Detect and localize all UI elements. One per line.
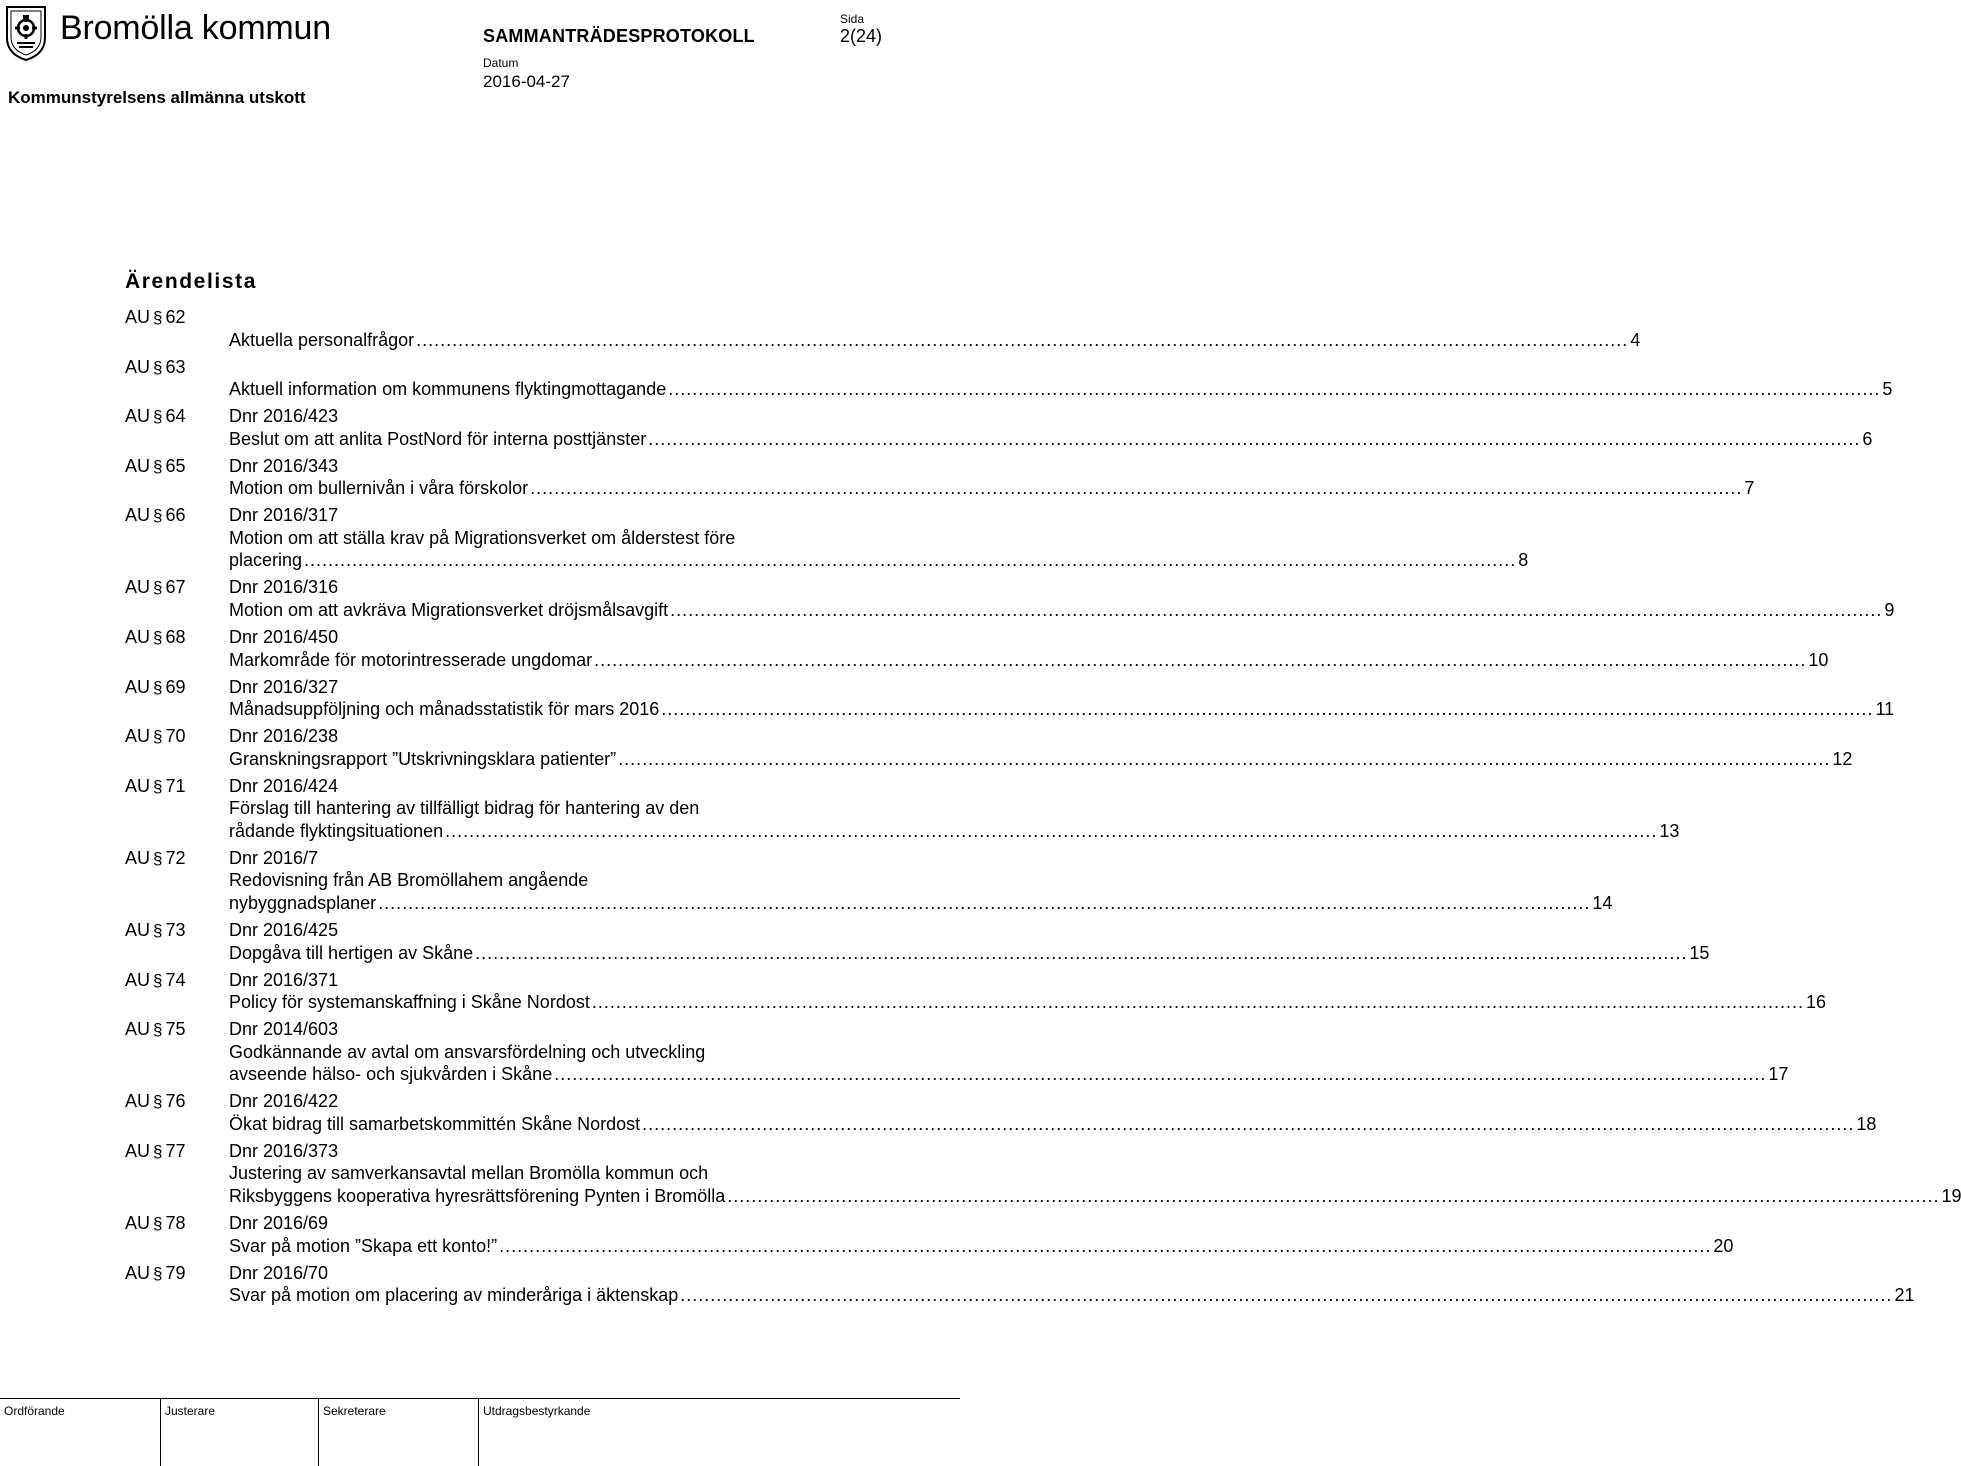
agenda-item-title: Riksbyggens kooperativa hyresrättsförening Pynten i Bromölla — [229, 1185, 726, 1206]
agenda-item-title: Svar på motion om placering av minderåriga i äktenskap — [229, 1285, 679, 1306]
dot-leader — [416, 329, 1628, 352]
agenda-item — [125, 626, 1829, 671]
agenda-item-dnr: Dnr 2016/238 — [229, 726, 339, 747]
agenda-item-page: 13 — [1659, 820, 1680, 841]
agenda-item-title-row — [229, 1284, 1914, 1307]
agenda-item-body — [229, 1212, 1733, 1257]
agenda-item-page: 8 — [1518, 550, 1529, 571]
agenda-item-title-row — [229, 991, 1826, 1014]
agenda-item-body — [229, 1262, 1914, 1307]
agenda-item — [125, 504, 1529, 572]
agenda-item-dnr: Dnr 2016/316 — [229, 577, 339, 598]
agenda-item-ref: AU § 79 — [125, 1262, 186, 1283]
committee-name: Kommunstyrelsens allmänna utskott — [8, 88, 306, 107]
agenda-item-title-row — [229, 1235, 1733, 1258]
agenda-item-dnr: Dnr 2014/603 — [229, 1019, 339, 1040]
agenda-item-body — [229, 356, 1892, 401]
agenda-item-page: 12 — [1832, 748, 1853, 769]
agenda-item-title: Svar på motion ”Skapa ett konto!” — [229, 1235, 498, 1256]
agenda-item-dnr: Dnr 2016/70 — [229, 1262, 329, 1283]
agenda-item-ref: AU § 76 — [125, 1091, 186, 1112]
agenda-item-body — [229, 775, 1679, 843]
agenda-item-body — [229, 919, 1709, 964]
agenda-item-ref: AU § 63 — [125, 356, 186, 377]
signature-footer — [0, 1398, 960, 1466]
agenda-item-title-line: Förslag till hantering av tillfälligt bidrag för hantering av den — [229, 798, 700, 819]
agenda-item-title-row — [229, 428, 1872, 451]
agenda-item-dnr: Dnr 2016/422 — [229, 1091, 339, 1112]
agenda-item-ref: AU § 68 — [125, 627, 186, 648]
agenda-item-title-row — [229, 329, 1640, 352]
agenda-list — [125, 306, 1961, 1311]
agenda-item-page: 15 — [1689, 942, 1710, 963]
agenda-item-title-line: Godkännande av avtal om ansvarsfördelning och utveckling — [229, 1041, 706, 1062]
agenda-item-title: rådande flyktingsituationen — [229, 820, 444, 841]
agenda-item-title-row — [229, 1113, 1876, 1136]
agenda-item — [125, 306, 1641, 351]
dot-leader — [594, 649, 1806, 672]
agenda-item-body — [229, 576, 1894, 621]
agenda-item — [125, 1090, 1877, 1135]
agenda-item-title-row — [229, 748, 1852, 771]
agenda-item-title: Beslut om att anlita PostNord för interna posttjänster — [229, 428, 647, 449]
agenda-item-body — [229, 676, 1894, 721]
agenda-item — [125, 919, 1710, 964]
agenda-item-dnr: Dnr 2016/327 — [229, 676, 339, 697]
agenda-item-title-row — [229, 892, 1612, 915]
agenda-item-page: 14 — [1592, 892, 1613, 913]
agenda-item-page: 10 — [1808, 649, 1829, 670]
agenda-item-ref: AU § 65 — [125, 455, 186, 476]
agenda-item — [125, 1140, 1961, 1208]
dot-leader — [475, 942, 1687, 965]
agenda-item-page: 18 — [1856, 1113, 1877, 1134]
agenda-item — [125, 775, 1680, 843]
agenda-item-body — [229, 455, 1754, 500]
municipality-crest-icon — [4, 4, 48, 67]
agenda-item-body — [229, 1140, 1961, 1208]
date-label: Datum — [483, 56, 519, 70]
agenda-item-page: 6 — [1862, 428, 1873, 449]
agenda-item-title-row — [229, 649, 1828, 672]
agenda-item-title-row — [229, 1185, 1961, 1208]
agenda-item-ref: AU § 72 — [125, 847, 186, 868]
agenda-item-body — [229, 1090, 1876, 1135]
dot-leader — [445, 820, 1657, 843]
brand-name: Bromölla kommun — [60, 9, 331, 47]
agenda-item-title-row — [229, 477, 1754, 500]
agenda-item-body — [229, 847, 1612, 915]
agenda-item-page: 21 — [1894, 1285, 1915, 1306]
agenda-item-title: Granskningsrapport ”Utskrivningsklara patienter” — [229, 748, 617, 769]
agenda-item-title: placering — [229, 550, 303, 571]
agenda-item-body — [229, 1018, 1788, 1086]
agenda-item-title-row — [229, 820, 1679, 843]
agenda-item-page: 7 — [1744, 478, 1755, 499]
agenda-item-title-line: Redovisning från AB Bromöllahem angående — [229, 870, 589, 891]
agenda-item-ref: AU § 74 — [125, 969, 186, 990]
agenda-item-body — [229, 306, 1640, 351]
agenda-item-ref: AU § 71 — [125, 775, 186, 796]
dot-leader — [727, 1185, 1939, 1208]
footer-chair-label: Ordförande — [4, 1404, 65, 1418]
agenda-item-title-line: Motion om att ställa krav på Migrationsverket om ålderstest före — [229, 527, 736, 548]
footer-chair-cell — [0, 1399, 161, 1466]
agenda-item-dnr: Dnr 2016/423 — [229, 406, 339, 427]
dot-leader — [668, 378, 1880, 401]
agenda-item — [125, 847, 1613, 915]
agenda-item-body — [229, 504, 1528, 572]
dot-leader — [378, 892, 1590, 915]
page-label: Sida — [840, 12, 865, 26]
agenda-item — [125, 676, 1895, 721]
page-title: Ärendelista — [125, 270, 257, 293]
agenda-item-ref: AU § 69 — [125, 676, 186, 697]
dot-leader — [554, 1063, 1766, 1086]
agenda-item-page: 17 — [1768, 1064, 1789, 1085]
agenda-item-ref: AU § 78 — [125, 1213, 186, 1233]
agenda-item-ref: AU § 73 — [125, 920, 186, 941]
agenda-item-dnr: Dnr 2016/424 — [229, 775, 339, 796]
agenda-item-ref: AU § 66 — [125, 505, 186, 526]
dot-leader — [530, 477, 1742, 500]
agenda-item-title: Markområde för motorintresserade ungdomar — [229, 649, 593, 670]
agenda-item — [125, 1212, 1734, 1257]
agenda-item-page: 19 — [1941, 1185, 1961, 1206]
footer-certification-label: Utdragsbestyrkande — [483, 1404, 591, 1418]
document-title: SAMMANTRÄDESPROTOKOLL — [483, 26, 755, 46]
agenda-item-ref: AU § 70 — [125, 726, 186, 747]
agenda-item-dnr: Dnr 2016/7 — [229, 847, 319, 868]
dot-leader — [499, 1235, 1711, 1258]
agenda-item — [125, 969, 1827, 1014]
page-number: 2(24) — [840, 26, 883, 46]
dot-leader — [304, 549, 1516, 572]
agenda-item-body — [229, 626, 1828, 671]
agenda-item-title-row — [229, 942, 1709, 965]
agenda-item-ref: AU § 62 — [125, 307, 186, 327]
footer-adjuster-cell — [161, 1399, 319, 1466]
agenda-item — [125, 1018, 1789, 1086]
footer-certification-cell — [479, 1399, 960, 1466]
agenda-item-ref: AU § 75 — [125, 1019, 186, 1040]
agenda-item-page: 5 — [1882, 379, 1893, 400]
footer-secretary-cell — [319, 1399, 479, 1466]
footer-adjuster-label: Justerare — [165, 1404, 216, 1418]
agenda-item-title: Aktuell information om kommunens flyktingmottagande — [229, 379, 667, 400]
agenda-item-title: Motion om bullernivån i våra förskolor — [229, 478, 529, 499]
date-value: 2016-04-27 — [483, 72, 570, 91]
agenda-item-title-row — [229, 1063, 1788, 1086]
agenda-item-page: 16 — [1806, 992, 1827, 1013]
agenda-item — [125, 405, 1873, 450]
agenda-item-title-row — [229, 549, 1528, 572]
agenda-item-body — [229, 969, 1826, 1014]
agenda-item-title-row — [229, 698, 1894, 721]
agenda-item — [125, 1262, 1915, 1307]
agenda-item-dnr: Dnr 2016/450 — [229, 627, 339, 648]
agenda-item-title-row — [229, 378, 1892, 401]
dot-leader — [661, 698, 1873, 721]
agenda-item-title: Motion om att avkräva Migrationsverket dröjsmålsavgift — [229, 599, 669, 620]
agenda-item-page: 9 — [1884, 599, 1895, 620]
agenda-item-body — [229, 405, 1872, 450]
agenda-item-dnr: Dnr 2016/425 — [229, 920, 339, 941]
agenda-item-title: Dopgåva till hertigen av Skåne — [229, 942, 474, 963]
agenda-item-dnr: Dnr 2016/373 — [229, 1140, 339, 1161]
agenda-item — [125, 356, 1893, 401]
agenda-item-ref: AU § 77 — [125, 1140, 186, 1161]
agenda-item-dnr: Dnr 2016/69 — [229, 1213, 329, 1233]
agenda-item — [125, 725, 1853, 770]
agenda-item-body — [229, 725, 1852, 770]
agenda-item-title: Månadsuppföljning och månadsstatistik för mars 2016 — [229, 699, 660, 720]
dot-leader — [642, 1113, 1854, 1136]
agenda-item-page: 20 — [1713, 1235, 1734, 1256]
agenda-item — [125, 455, 1755, 500]
agenda-item-dnr: Dnr 2016/371 — [229, 969, 339, 990]
dot-leader — [618, 748, 1830, 771]
agenda-item-title: Aktuella personalfrågor — [229, 329, 415, 350]
agenda-item-page: 11 — [1875, 699, 1895, 720]
dot-leader — [592, 991, 1804, 1014]
dot-leader — [670, 599, 1882, 622]
agenda-item-ref: AU § 67 — [125, 577, 186, 598]
agenda-item-title: Policy för systemanskaffning i Skåne Nordost — [229, 992, 590, 1013]
agenda-item-title-line: Justering av samverkansavtal mellan Bromölla kommun och — [229, 1163, 709, 1184]
agenda-item-title: nybyggnadsplaner — [229, 892, 377, 913]
agenda-item-dnr: Dnr 2016/317 — [229, 505, 339, 526]
agenda-item — [125, 576, 1895, 621]
agenda-item-dnr: Dnr 2016/343 — [229, 455, 339, 476]
agenda-item-title-row — [229, 599, 1894, 622]
agenda-item-page: 4 — [1630, 329, 1641, 350]
agenda-item-title: Ökat bidrag till samarbetskommittén Skåne Nordost — [229, 1113, 641, 1134]
agenda-item-ref: AU § 64 — [125, 406, 186, 427]
agenda-item-title: avseende hälso- och sjukvården i Skåne — [229, 1064, 553, 1085]
footer-secretary-label: Sekreterare — [323, 1404, 386, 1418]
dot-leader — [680, 1284, 1892, 1307]
dot-leader — [648, 428, 1860, 451]
